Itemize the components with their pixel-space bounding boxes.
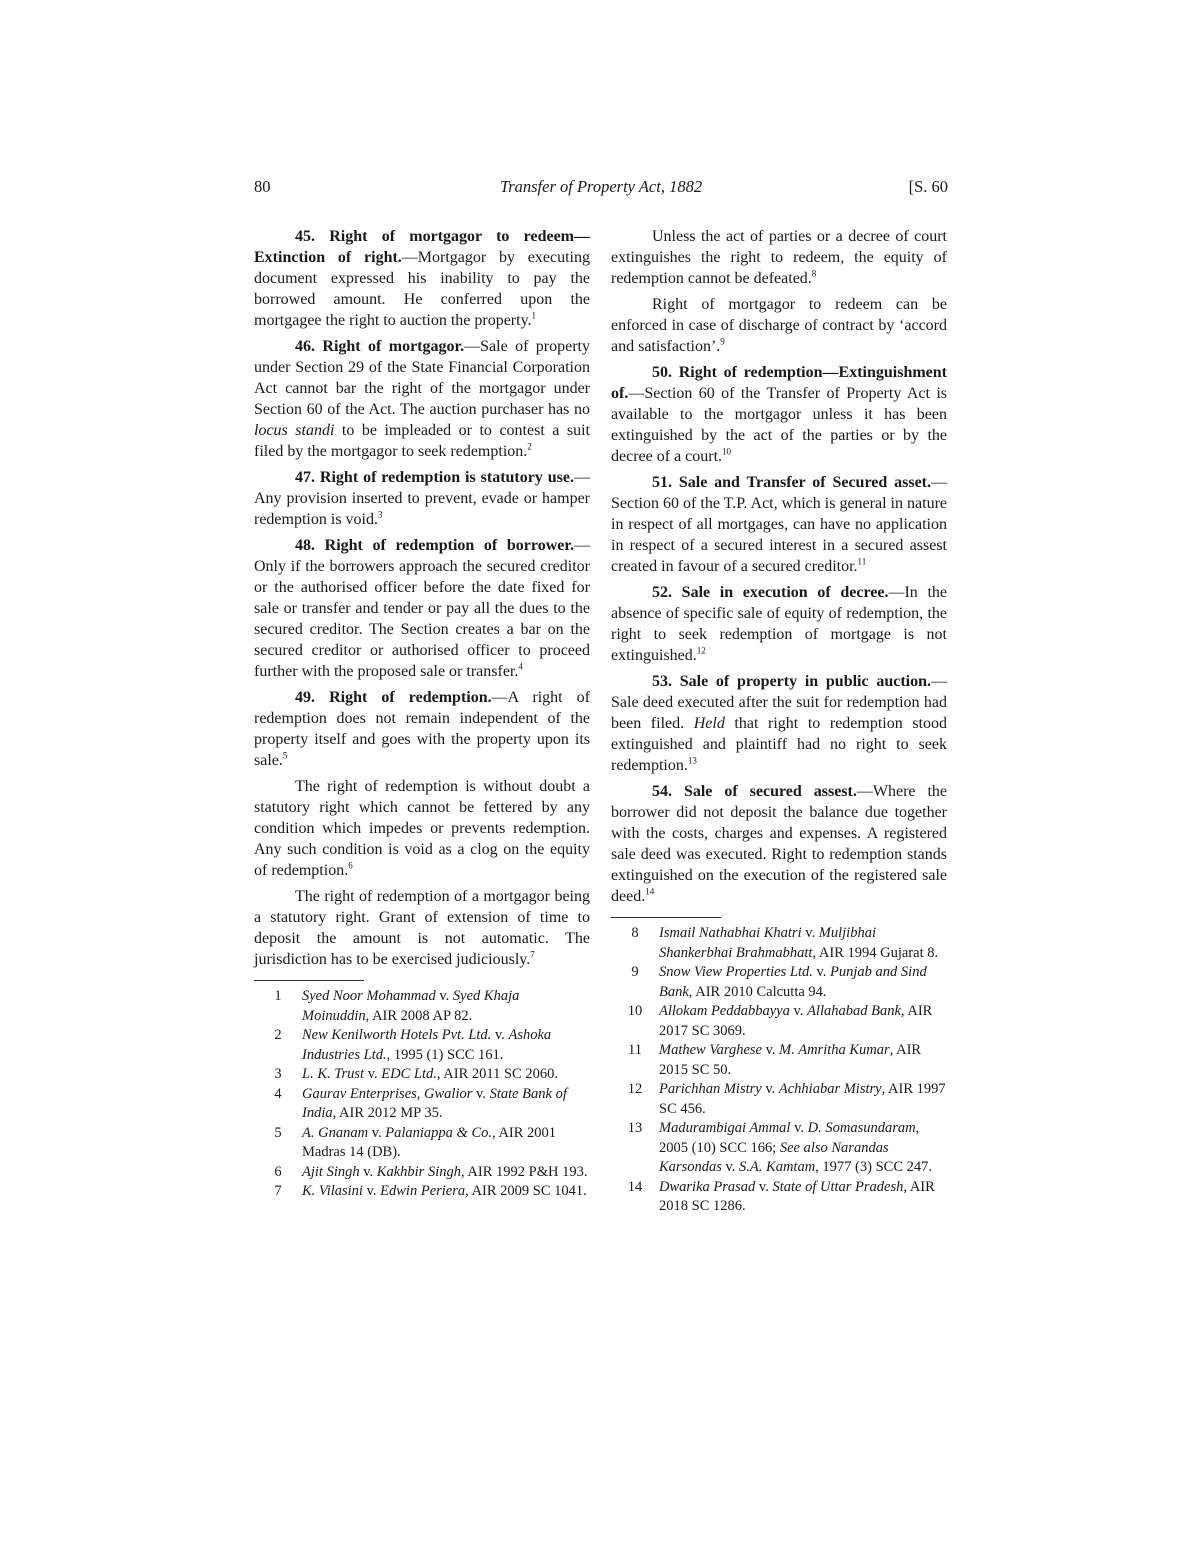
paragraph-45 bbox=[254, 226, 590, 331]
footnote-ref: 2 bbox=[527, 441, 532, 452]
paragraph-50 bbox=[611, 362, 947, 467]
footnote-number: 11 bbox=[628, 1042, 642, 1058]
footnote-number: 2 bbox=[274, 1027, 282, 1043]
footnote-2 bbox=[254, 1026, 590, 1065]
paragraph-body: —Only if the borrowers approach the secured creditor or the authorised officer before the date fixed for sale or transfer and tender or pay all the dues to the secured creditor. The Section creates a bar on the secured creditor or authorised officer to proceed further with the proposed sale or transfer. bbox=[254, 537, 590, 680]
footnote-text: Dwarika Prasad v. State of Uttar Pradesh, AIR 2018 SC 1286. bbox=[659, 1178, 935, 1214]
footnote-number: 12 bbox=[627, 1081, 643, 1097]
footnote-text: New Kenilworth Hotels Pvt. Ltd. v. Ashoka Industries Ltd., 1995 (1) SCC 161. bbox=[302, 1027, 552, 1063]
paragraph-heading: 54. Sale of secured assest. bbox=[652, 783, 857, 800]
paragraph-heading: 47. Right of redemption is statutory use. bbox=[295, 469, 574, 486]
footnotes-right bbox=[611, 924, 947, 1217]
paragraph-53 bbox=[611, 671, 947, 776]
footnote-number: 10 bbox=[627, 1003, 643, 1019]
footnote-ref: 3 bbox=[377, 509, 383, 520]
footnote-number: 8 bbox=[631, 925, 639, 941]
footnote-ref: 8 bbox=[811, 268, 817, 279]
footnote-text: L. K. Trust v. EDC Ltd., AIR 2011 SC 2060. bbox=[302, 1066, 558, 1082]
footnote-number: 4 bbox=[274, 1085, 282, 1102]
footnote-number: 13 bbox=[627, 1120, 643, 1136]
paragraph-body: to be impleaded or to contest a suit filed by the mortgagor to seek redemption. bbox=[254, 422, 591, 460]
footnote-ref: 12 bbox=[696, 645, 706, 656]
paragraph-48 bbox=[254, 535, 590, 682]
footnote-number: 14 bbox=[627, 1178, 643, 1195]
paragraph-body: —Section 60 of the T.P. Act, which is general in nature in respect of all mortgages, can have no application in respect of a secured interest in a secured assest created in favour of a secured creditor. bbox=[611, 474, 947, 575]
footnote-text: Madurambigai Ammal v. D. Somasundaram, 2005 (10) SCC 166; See also Narandas Karsondas v. S.A. Kamtam, 1977 (3) SCC 247. bbox=[659, 1120, 932, 1175]
italic-term: locus standi bbox=[254, 422, 335, 439]
page-number: 80 bbox=[254, 177, 271, 196]
section-reference: [S. 60 bbox=[908, 177, 948, 196]
paragraph-49-cont-4 bbox=[611, 294, 947, 357]
footnote-1 bbox=[254, 987, 590, 1026]
paragraph-body: Unless the act of parties or a decree of court extinguishes the right to redeem, the equity of redemption cannot be defeated. bbox=[611, 228, 947, 287]
footnote-text: Gaurav Enterprises, Gwalior v. State Bank of India, AIR 2012 MP 35. bbox=[302, 1085, 567, 1121]
footnote-6 bbox=[254, 1163, 590, 1183]
footnote-text: Syed Noor Mohammad v. Syed Khaja Moinuddin, AIR 2008 AP 82. bbox=[302, 988, 520, 1024]
running-title: Transfer of Property Act, 1882 bbox=[499, 177, 703, 196]
paragraph-heading: 46. Right of mortgagor. bbox=[295, 338, 465, 355]
paragraph-51 bbox=[611, 472, 947, 577]
italic-term: Held bbox=[693, 715, 725, 732]
footnote-13 bbox=[611, 1119, 947, 1178]
paragraph-heading: 52. Sale in execution of decree. bbox=[652, 584, 889, 601]
paragraph-body: The right of redemption of a mortgagor being a statutory right. Grant of extension of time to deposit the amount is not automatic. The jurisdiction has to be exercised judiciously. bbox=[254, 888, 590, 968]
footnote-number: 3 bbox=[274, 1066, 282, 1082]
footnote-number: 6 bbox=[274, 1163, 282, 1180]
paragraph-body: —In the absence of specific sale of equity of redemption, the right to seek redemption of mortgage is not extinguished. bbox=[611, 584, 948, 664]
footnote-7 bbox=[254, 1182, 590, 1202]
paragraph-body: —Any provision inserted to prevent, evade or hamper redemption is void. bbox=[254, 469, 590, 528]
footnote-text: Allokam Peddabbayya v. Allahabad Bank, AIR 2017 SC 3069. bbox=[659, 1003, 933, 1039]
footnote-ref: 1 bbox=[531, 310, 537, 321]
footnote-14 bbox=[611, 1178, 947, 1217]
footnote-ref: 9 bbox=[720, 336, 725, 347]
footnote-10 bbox=[611, 1002, 947, 1041]
footnote-ref: 10 bbox=[722, 446, 732, 457]
footnote-number: 5 bbox=[274, 1124, 282, 1141]
footnote-text: Ajit Singh v. Kakhbir Singh, AIR 1992 P&H 193. bbox=[302, 1163, 588, 1180]
footnote-text: Parichhan Mistry v. Achhiabar Mistry, AIR 1997 SC 456. bbox=[659, 1081, 946, 1117]
paragraph-body: Right of mortgagor to redeem can be enforced in case of discharge of contract by ‘accord and satisfaction’. bbox=[611, 296, 947, 355]
footnote-3 bbox=[254, 1065, 590, 1085]
paragraph-52 bbox=[611, 582, 947, 666]
paragraph-49-cont-2 bbox=[254, 886, 590, 970]
paragraph-body: —Section 60 of the Transfer of Property Act is available to the mortgagor unless it has been extinguished by the act of the parties or by the decree of a court. bbox=[611, 385, 947, 465]
paragraph-body: The right of redemption is without doubt a statutory right which cannot be fettered by any condition which impedes or prevents redemption. Any such condition is void as a clog on the equity of redemption. bbox=[254, 778, 590, 879]
footnote-8 bbox=[611, 924, 947, 963]
left-column bbox=[254, 226, 590, 1202]
footnote-ref: 13 bbox=[687, 755, 697, 766]
footnote-ref: 7 bbox=[530, 949, 535, 960]
paragraph-body: —Where the borrower did not deposit the balance due together with the costs, charges and expenses. A registered sale deed was executed. Right to redemption stands extinguished on the execution of the registered sale deed. bbox=[611, 783, 947, 905]
footnote-divider bbox=[254, 980, 364, 981]
paragraph-heading: 51. Sale and Transfer of Secured asset. bbox=[652, 474, 931, 491]
paragraph-47 bbox=[254, 467, 590, 530]
footnote-number: 1 bbox=[274, 988, 282, 1004]
paragraph-49-cont-3 bbox=[611, 226, 947, 289]
footnote-11 bbox=[611, 1041, 947, 1080]
footnote-number: 7 bbox=[274, 1183, 282, 1199]
footnote-divider bbox=[611, 917, 721, 918]
footnote-ref: 14 bbox=[645, 886, 655, 897]
footnote-text: A. Gnanam v. Palaniappa & Co., AIR 2001 Madras 14 (DB). bbox=[302, 1124, 557, 1160]
footnote-ref: 11 bbox=[857, 556, 867, 567]
footnote-ref: 4 bbox=[518, 661, 523, 672]
paragraph-heading: 49. Right of redemption. bbox=[295, 689, 492, 706]
footnote-4 bbox=[254, 1085, 590, 1124]
footnotes-left bbox=[254, 987, 590, 1202]
footnote-text: K. Vilasini v. Edwin Periera, AIR 2009 SC 1041. bbox=[302, 1183, 587, 1199]
footnote-12 bbox=[611, 1080, 947, 1119]
footnote-number: 9 bbox=[631, 964, 639, 980]
paragraph-body: —A right of redemption does not remain independent of the property itself and goes with the property upon its sale. bbox=[254, 689, 591, 769]
paragraph-body: —Mortgagor by executing document expressed his inability to pay the borrowed amount. He conferred upon the mortgagee the right to auction the property. bbox=[254, 249, 590, 329]
paragraph-49-cont-1 bbox=[254, 776, 590, 881]
paragraph-46 bbox=[254, 336, 590, 462]
footnote-5 bbox=[254, 1124, 590, 1163]
paragraph-54 bbox=[611, 781, 947, 907]
paragraph-body: —Sale of property under Section 29 of the State Financial Corporation Act cannot bar the right of the mortgagor under Section 60 of the Act. The auction purchaser has no bbox=[254, 338, 591, 418]
running-header bbox=[254, 177, 948, 203]
paragraph-heading: 53. Sale of property in public auction. bbox=[652, 673, 931, 690]
footnote-ref: 5 bbox=[282, 750, 288, 761]
paragraph-heading: 50. Right of redemption—Extinguishment of. bbox=[611, 364, 947, 402]
paragraph-heading: 48. Right of redemption of borrower. bbox=[295, 537, 574, 554]
paragraph-heading: 45. Right of mortgagor to redeem—Extinction of right. bbox=[254, 228, 590, 266]
footnote-text: Mathew Varghese v. M. Amritha Kumar, AIR 2015 SC 50. bbox=[659, 1042, 922, 1078]
paragraph-body: that right to redemption stood extinguished and plaintiff had no right to seek redemption. bbox=[611, 715, 947, 774]
right-column bbox=[611, 226, 947, 1217]
footnote-ref: 6 bbox=[348, 860, 353, 871]
footnote-text: Ismail Nathabhai Khatri v. Muljibhai Shankerbhai Brahmabhatt, AIR 1994 Gujarat 8. bbox=[659, 925, 939, 961]
paragraph-body: —Sale deed executed after the suit for redemption had been filed. bbox=[611, 673, 947, 732]
paragraph-49 bbox=[254, 687, 590, 771]
footnote-9 bbox=[611, 963, 947, 1002]
footnote-text: Snow View Properties Ltd. v. Punjab and Sind Bank, AIR 2010 Calcutta 94. bbox=[659, 964, 927, 1000]
